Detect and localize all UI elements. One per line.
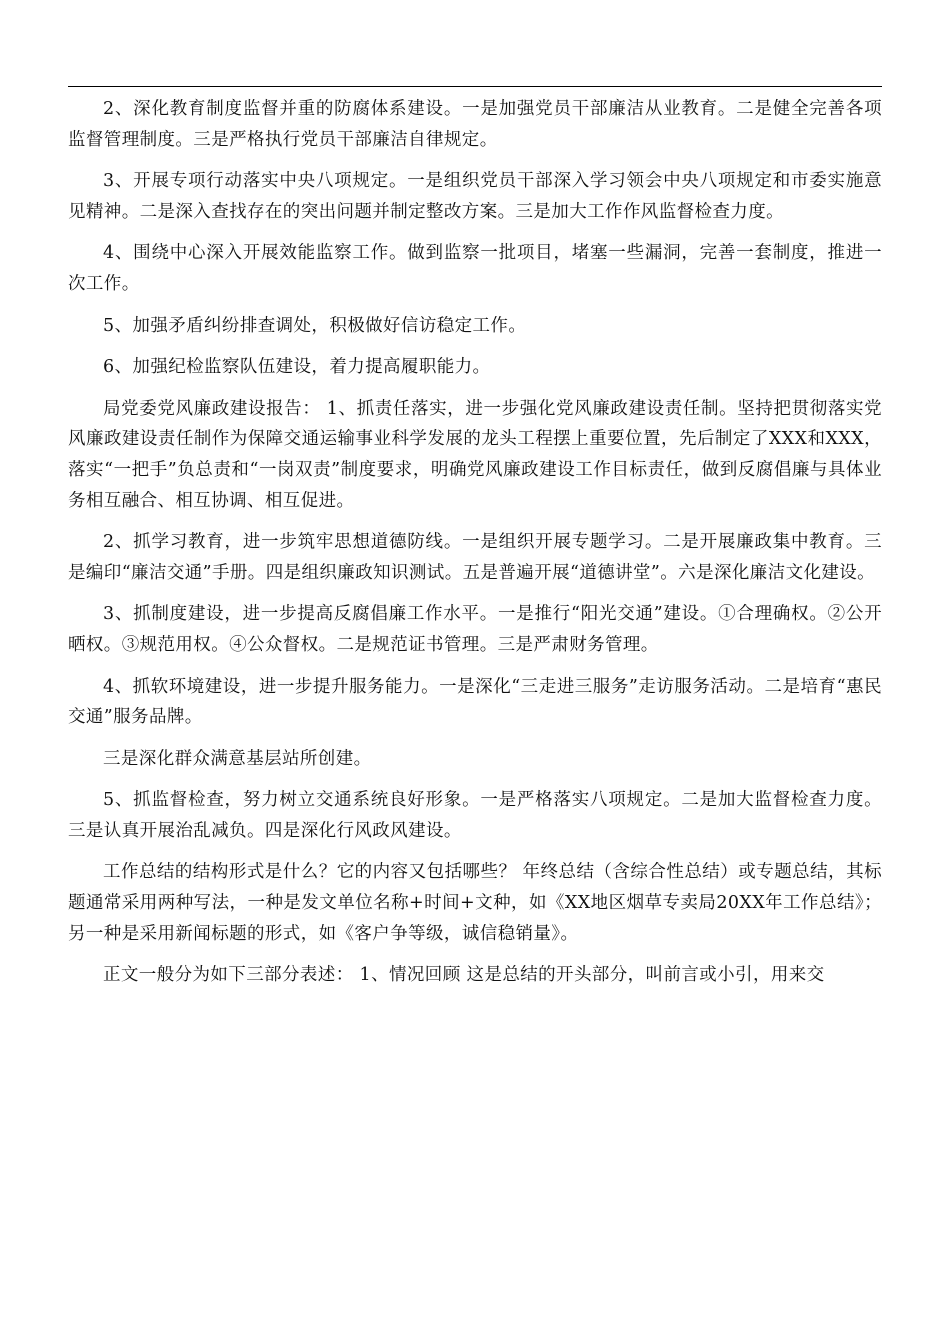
paragraph: 2、深化教育制度监督并重的防腐体系建设。一是加强党员干部廉洁从业教育。二是健全完善各项监督管理制度。三是严格执行党员干部廉洁自律规定。 bbox=[68, 99, 882, 150]
paragraph: 5、抓监督检查，努力树立交通系统良好形象。一是严格落实八项规定。二是加大监督检查力度。三是认真开展治乱减负。四是深化行风政风建设。 bbox=[68, 790, 882, 841]
header-rule bbox=[68, 86, 882, 87]
paragraph: 6、加强纪检监察队伍建设，着力提高履职能力。 bbox=[103, 357, 491, 378]
paragraph: 局党委党风廉政建设报告： 1、抓责任落实，进一步强化党风廉政建设责任制。坚持把贯彻落实党风廉政建设责任制作为保障交通运输事业科学发展的龙头工程摆上重要位置，先后制定了XXX和XXX，落实“一把手”负总责和“一岗双责”制度要求，明确党风廉政建设工作目标责任，做到反腐倡廉与具体业务相互融合、相互协调、相互促进。 bbox=[68, 398, 882, 511]
paragraph: 3、开展专项行动落实中央八项规定。一是组织党员干部深入学习领会中央八项规定和市委实施意见精神。二是深入查找存在的突出问题并制定整改方案。三是加大工作作风监督检查力度。 bbox=[68, 171, 882, 222]
paragraph: 4、抓软环境建设，进一步提升服务能力。一是深化“三走进三服务”走访服务活动。二是培育“惠民交通”服务品牌。 bbox=[68, 676, 882, 728]
paragraph: 4、围绕中心深入开展效能监察工作。做到监察一批项目，堵塞一些漏洞，完善一套制度，推进一次工作。 bbox=[68, 243, 882, 294]
paragraph: 5、加强矛盾纠纷排查调处，积极做好信访稳定工作。 bbox=[103, 315, 527, 336]
paragraph: 3、抓制度建设，进一步提高反腐倡廉工作水平。一是推行“阳光交通”建设。①合理确权。②公开晒权。③规范用权。④公众督权。二是规范证书管理。三是严肃财务管理。 bbox=[68, 604, 882, 655]
paragraph: 三是深化群众满意基层站所创建。 bbox=[103, 748, 372, 769]
paragraph: 正文一般分为如下三部分表述： 1、情况回顾 这是总结的开头部分，叫前言或小引，用来交 bbox=[103, 965, 825, 986]
paragraph: 2、抓学习教育，进一步筑牢思想道德防线。一是组织开展专题学习。二是开展廉政集中教育。三是编印“廉洁交通”手册。四是组织廉政知识测试。五是普遍开展“道德讲堂”。六是深化廉洁文化建设。 bbox=[68, 532, 882, 583]
document-body bbox=[68, 94, 882, 1002]
paragraph: 工作总结的结构形式是什么？它的内容又包括哪些？ 年终总结（含综合性总结）或专题总结，其标题通常采用两种写法，一种是发文单位名称+时间+文种，如《XX地区烟草专卖局20XX年工作总结》；另一种是采用新闻标题的形式，如《客户争等级，诚信稳销量》。 bbox=[68, 862, 882, 944]
